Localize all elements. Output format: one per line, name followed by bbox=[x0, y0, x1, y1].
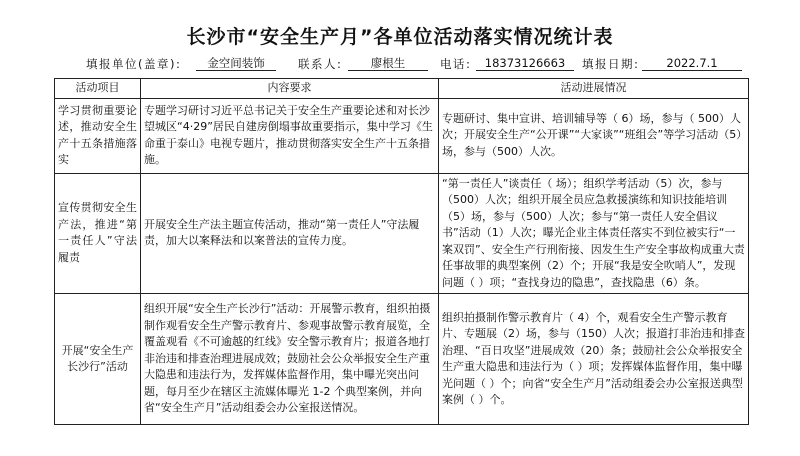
form-info-bar bbox=[86, 55, 746, 73]
header-requirement: 内容要求 bbox=[141, 79, 439, 99]
table-row bbox=[55, 98, 749, 173]
progress-cell: 组织拍摄制作警示教育片（ 4）个，观看安全生产警示教育片、专题展（2）场，参与（150）人次；报道打非治违和排查治理、“百日攻坚”进展成效（20）条；鼓励社会公众举报安全生产重大隐患和违法行为（ ）项；发挥媒体监督作用，集中曝光问题（ ）个；向省“安全生产月”活动组委会办公室报送典型案例（ ）个。 bbox=[439, 294, 749, 425]
contact-value: 廖根生 bbox=[348, 55, 428, 71]
date-label: 填报日期: bbox=[582, 57, 640, 71]
requirement-cell: 组织开展“安全生产长沙行”活动：开展警示教育，组织拍摄制作观看安全生产警示教育片、参观事故警示教育展览，全覆盖观看《不可逾越的红线》安全警示教育片；报道各地打非治违和排查治理进展成效；鼓励社会公众举报安全生产重大隐患和违法行为，发挥媒体监督作用，集中曝光突出问题，每月至少在辖区主流媒体曝光 1-2 个典型案例，并向省“安全生产月”活动组委会办公室报送情况。 bbox=[141, 294, 439, 425]
activity-item-cell: 学习贯彻重要论述，推动安全生产十五条措施落实 bbox=[55, 98, 141, 173]
contact-label: 联系人: bbox=[298, 57, 343, 71]
activity-table bbox=[54, 78, 749, 425]
unit-label: 填报单位(盖章): bbox=[86, 57, 182, 71]
requirement-cell: 专题学习研讨习近平总书记关于安全生产重要论述和对长沙望城区“4·29”居民自建房倒塌事故重要指示，集中学习《生命重于泰山》电视专题片，推动贯彻落实安全生产十五条措施。 bbox=[141, 98, 439, 173]
activity-item-cell: 开展“安全生产长沙行”活动 bbox=[55, 294, 141, 425]
table-row bbox=[55, 173, 749, 294]
phone-value: 18373126663 bbox=[476, 55, 574, 71]
table-header-row bbox=[55, 79, 749, 99]
header-activity-item: 活动项目 bbox=[55, 79, 141, 99]
phone-label: 电话: bbox=[440, 57, 472, 71]
unit-value: 金空间装饰 bbox=[196, 55, 276, 71]
header-progress: 活动进展情况 bbox=[439, 79, 749, 99]
date-value: 2022.7.1 bbox=[642, 55, 742, 71]
activity-item-cell: 宣传贯彻安全生产法，推进“第一责任人”守法履责 bbox=[55, 173, 141, 294]
progress-cell: 专题研讨、集中宣讲、培训辅导等（ 6）场，参与（ 500）人次；开展安全生产“公开课”“大家谈”“班组会”等学习活动（5）场，参与（500）人次。 bbox=[439, 98, 749, 173]
table-row bbox=[55, 294, 749, 425]
progress-cell: “第一责任人”谈责任（ 场）；组织学考活动（5）次，参与（500）人次；组织开展全员应急救援演练和知识技能培训（5）场，参与（500）人次；参与“第一责任人安全倡议书”活动（1）人次；曝光企业主体责任落实不到位被实行“一案双罚”、安全生产行刑衔接、因发生生产安全事故构成重大责任事故罪的典型案例（2）个；开展“我是安全吹哨人”，发现问题（ ）项；“查找身边的隐患”，查找隐患（6）条。 bbox=[439, 173, 749, 294]
page-title: 长沙市“安全生产月”各单位活动落实情况统计表 bbox=[186, 26, 614, 48]
requirement-cell: 开展安全生产法主题宣传活动，推动“第一责任人”守法履责，加大以案释法和以案普法的宣传力度。 bbox=[141, 173, 439, 294]
